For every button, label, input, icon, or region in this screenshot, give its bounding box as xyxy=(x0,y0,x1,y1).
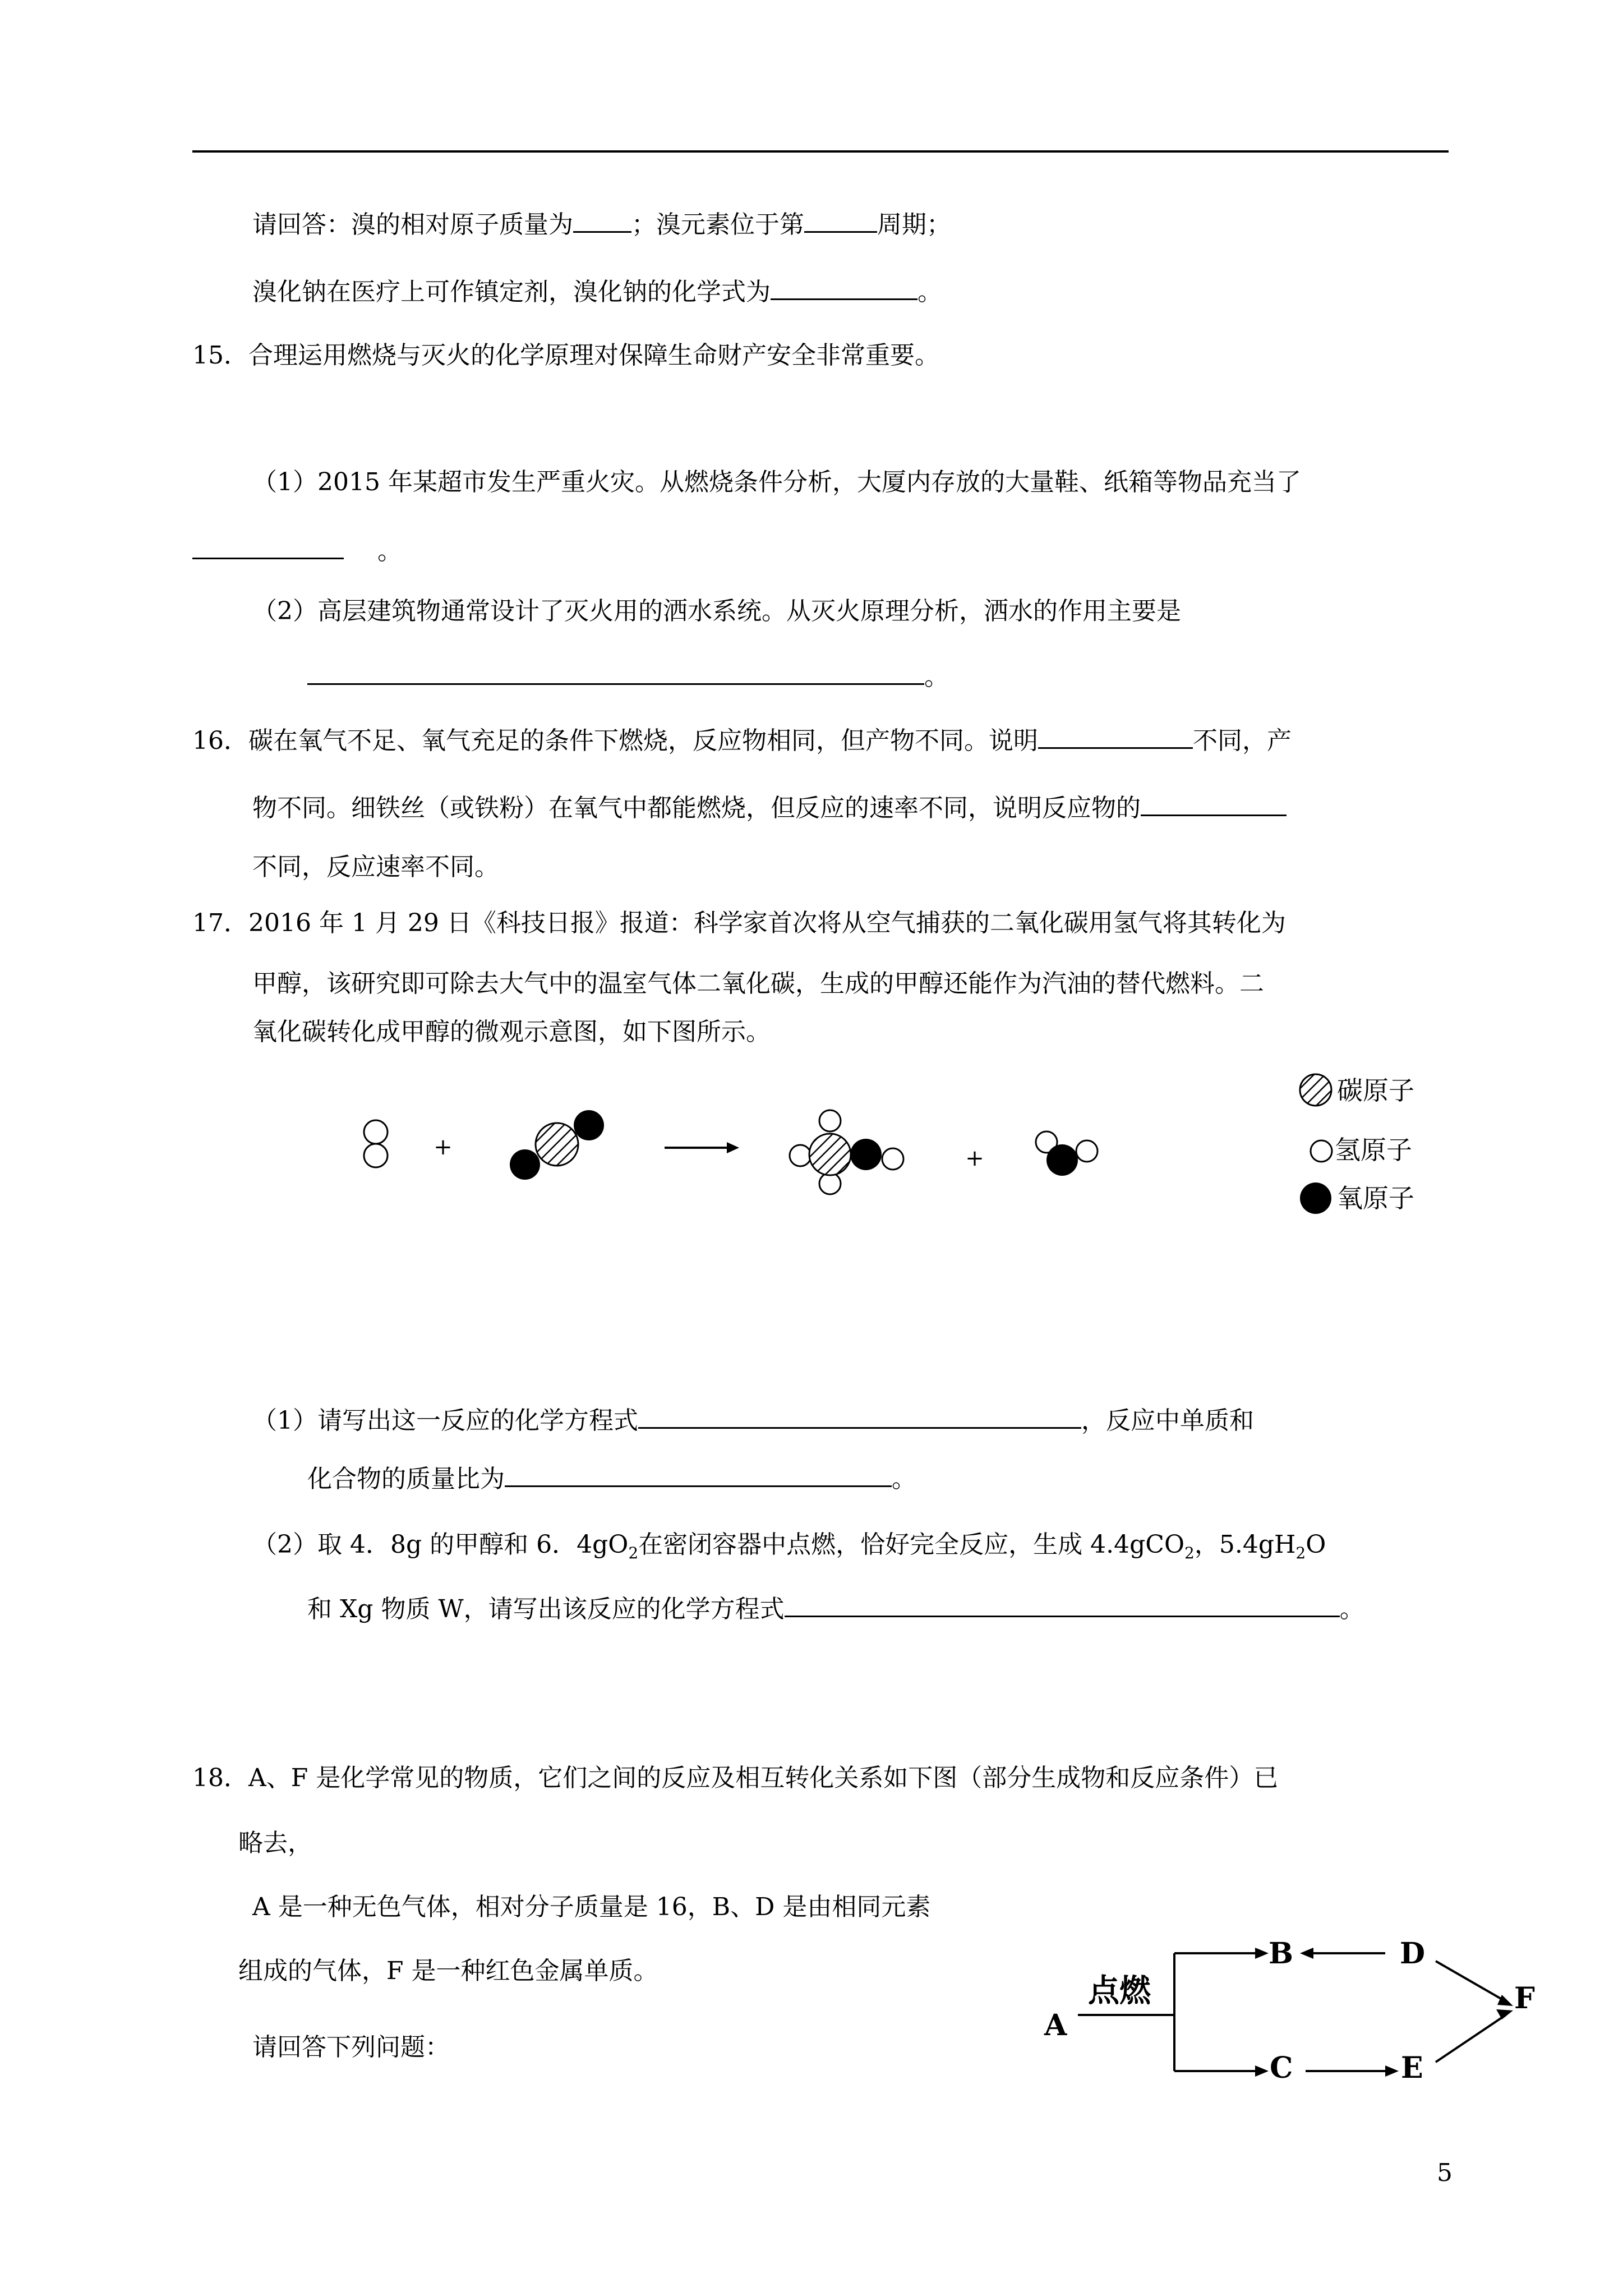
subscript: 2 xyxy=(1295,1543,1306,1562)
q17-line2: 甲醇，该研究即可除去大气中的温室气体二氧化碳，生成的甲醇还能作为汽油的替代燃料。二 xyxy=(252,969,1264,998)
q15-stem: 15．合理运用燃烧与灭火的化学原理对保障生命财产安全非常重要。 xyxy=(192,341,939,370)
q16-text-b: 不同，产 xyxy=(1193,726,1292,755)
q18-line3: A 是一种无色气体，相对分子质量是 16，B、D 是由相同元素 xyxy=(252,1893,931,1921)
plus-sign: + xyxy=(434,1134,453,1160)
q14-text-c: 周期； xyxy=(877,210,951,239)
q17-line3: 氧化碳转化成甲醇的微观示意图，如下图所示。 xyxy=(252,1018,771,1046)
q14-text-b: ；溴元素位于第 xyxy=(631,210,804,239)
arrowheads xyxy=(1255,1948,1513,2077)
q14-text-e: 。 xyxy=(917,278,942,306)
legend-oxygen-label: 氧原子 xyxy=(1337,1183,1414,1213)
q15-part2-end: 。 xyxy=(924,662,949,691)
plus-sign: + xyxy=(965,1145,984,1171)
q17-p2-text-f: 。 xyxy=(1339,1595,1364,1623)
q18-line5: 请回答下列问题： xyxy=(252,2033,450,2062)
q17-p2-text-e: 和 Xg 物质 W，请写出该反应的化学方程式 xyxy=(307,1595,785,1623)
subscript: 2 xyxy=(1184,1543,1195,1562)
legend-carbon-label: 碳原子 xyxy=(1337,1075,1414,1106)
q14-text-d: 溴化钠在医疗上可作镇定剂，溴化钠的化学式为 xyxy=(252,278,771,306)
node-f: F xyxy=(1514,1981,1535,2016)
q17-p1-text-a: （1）请写出这一反应的化学方程式 xyxy=(252,1406,638,1435)
subscript: 2 xyxy=(628,1543,639,1562)
q14-text-a: 请回答：溴的相对原子质量为 xyxy=(252,210,573,239)
node-d: D xyxy=(1400,1936,1426,1971)
q18-line1: 18．A、F 是化学常见的物质，它们之间的反应及相互转化关系如下图（部分生成物和反应条件）已 xyxy=(192,1764,1279,1792)
legend-hydrogen-label: 氢原子 xyxy=(1335,1135,1412,1165)
q17-p2-text-d: O xyxy=(1306,1530,1326,1559)
condition-label: 点燃 xyxy=(1088,1972,1151,2009)
q16-text-c: 物不同。细铁丝（或铁粉）在氧气中都能燃烧，但反应的速率不同，说明反应物的 xyxy=(252,794,1141,822)
q15-part1-end: 。 xyxy=(377,537,402,565)
page-number: 5 xyxy=(1437,2159,1453,2187)
q17-p1-text-b: ，反应中单质和 xyxy=(1081,1406,1254,1435)
q17-p2-text-c: ，5.4gH xyxy=(1194,1530,1296,1559)
q16-text-a: 16．碳在氧气不足、氧气充足的条件下燃烧，反应物相同，但产物不同。说明 xyxy=(192,726,1038,755)
node-c: C xyxy=(1270,2051,1293,2085)
node-e: E xyxy=(1401,2051,1423,2085)
q17-p2-text-a: （2）取 4．8g 的甲醇和 6．4gO xyxy=(252,1530,629,1559)
q15-part1: （1）2015 年某超市发生严重火灾。从燃烧条件分析，大厦内存放的大量鞋、纸箱等物品充当了 xyxy=(252,468,1301,496)
q17-p2-text-b: 在密闭容器中点燃，恰好完全反应，生成 4.4gCO xyxy=(638,1530,1185,1559)
q15-part2: （2）高层建筑物通常设计了灭火用的洒水系统。从灭火原理分析，洒水的作用主要是 xyxy=(252,597,1181,625)
q18-line2: 略去， xyxy=(238,1829,312,1857)
q16-line3: 不同，反应速率不同。 xyxy=(252,853,499,881)
node-b: B xyxy=(1269,1936,1293,1971)
q18-line4: 组成的气体，F 是一种红色金属单质。 xyxy=(238,1957,658,1985)
q17-p1-text-c: 化合物的质量比为 xyxy=(307,1465,505,1493)
q17-line1: 17．2016 年 1 月 29 日《科技日报》报道：科学家首次将从空气捕获的二氧化碳用氢气将其转化为 xyxy=(192,909,1286,937)
node-a: A xyxy=(1044,2008,1067,2042)
q17-p1-text-d: 。 xyxy=(892,1465,916,1493)
